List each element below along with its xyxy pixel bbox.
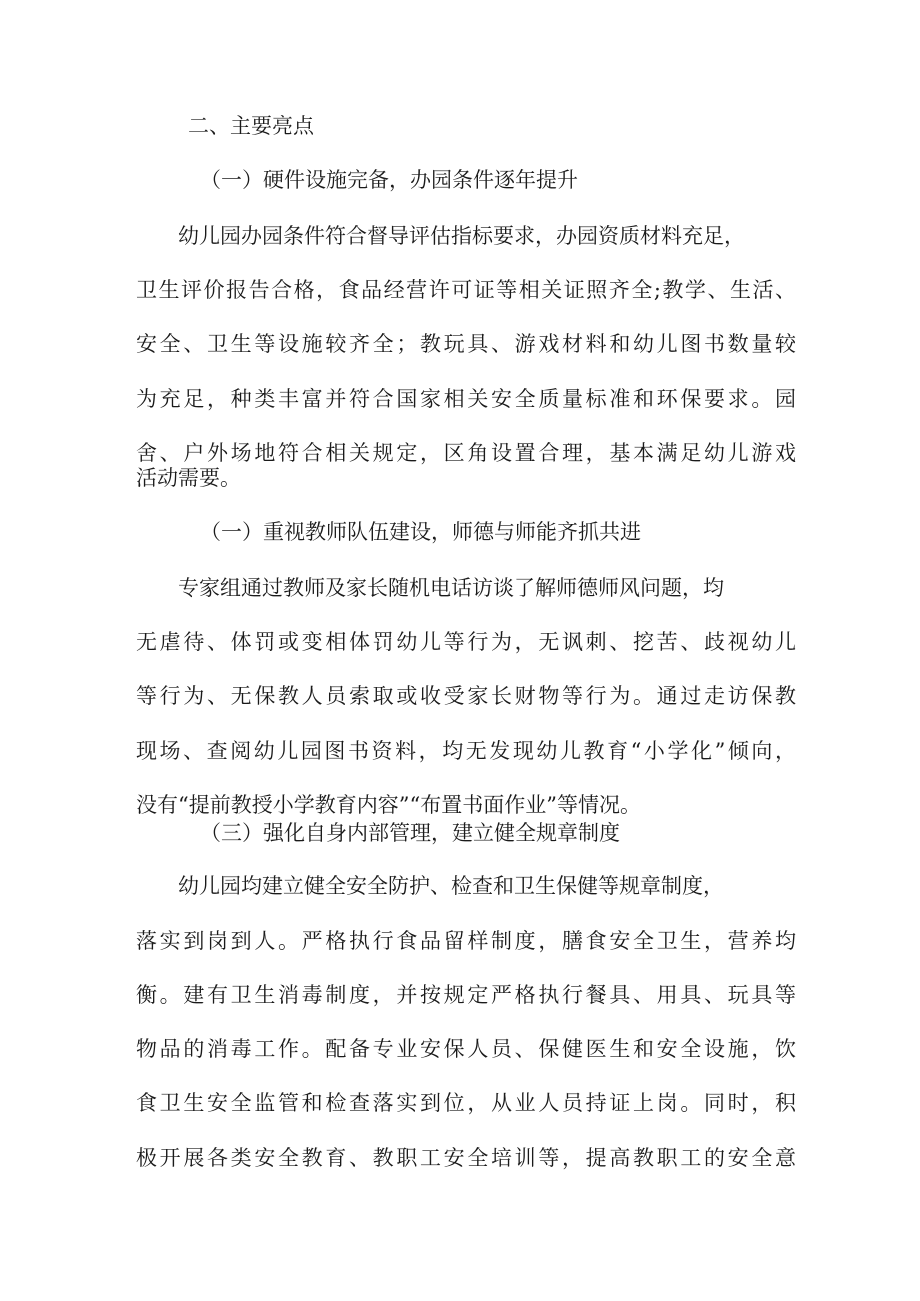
paragraph-line: 极开展各类安全教育、教职工安全培训等，提高教职工的安全意	[136, 1146, 796, 1170]
paragraph-line: 为充足，种类丰富并符合国家相关安全质量标准和环保要求。园	[136, 387, 796, 411]
paragraph-line: 安全、卫生等设施较齐全；教玩具、游戏材料和幼儿图书数量较	[136, 332, 796, 356]
subsection-heading-2: （一）重视教师队伍建设，师德与师能齐抓共进	[200, 520, 641, 544]
paragraph-line: 现场、查阅幼儿园图书资料，均无发现幼儿教育“小学化”倾向，	[136, 739, 796, 763]
paragraph-line: 食卫生安全监管和检查落实到位，从业人员持证上岗。同时，积	[136, 1091, 796, 1115]
paragraph-line: 没有“提前教授小学教育内容”“布置书面作业”等情况。	[136, 793, 641, 817]
paragraph-line: 无虐待、体罚或变相体罚幼儿等行为，无讽刺、挖苦、歧视幼儿	[136, 630, 796, 654]
paragraph-line: 幼儿园办园条件符合督导评估指标要求，办园资质材料充足，	[178, 224, 745, 248]
paragraph-line: 专家组通过教师及家长随机电话访谈了解师德师风问题，均	[178, 576, 724, 600]
paragraph-line: 等行为、无保教人员索取或收受家长财物等行为。通过走访保教	[136, 684, 796, 708]
subsection-heading-1: （一）硬件设施完备，办园条件逐年提升	[200, 168, 578, 192]
paragraph-line: 幼儿园均建立健全安全防护、检查和卫生保健等规章制度，	[178, 874, 724, 898]
paragraph-line: 衡。建有卫生消毒制度，并按规定严格执行餐具、用具、玩具等	[136, 983, 796, 1007]
subsection-heading-3: （三）强化自身内部管理，建立健全规章制度	[200, 821, 620, 845]
paragraph-line: 物品的消毒工作。配备专业安保人员、保健医生和安全设施，饮	[136, 1037, 796, 1061]
paragraph-line: 卫生评价报告合格，食品经营许可证等相关证照齐全;教学、生活、	[136, 278, 796, 302]
paragraph-line: 落实到岗到人。严格执行食品留样制度，膳食安全卫生，营养均	[136, 929, 796, 953]
section-title: 二、主要亮点	[188, 114, 314, 138]
paragraph-line: 舍、户外场地符合相关规定，区角设置合理，基本满足幼儿游戏	[136, 441, 796, 465]
paragraph-line: 活动需要。	[136, 466, 241, 490]
